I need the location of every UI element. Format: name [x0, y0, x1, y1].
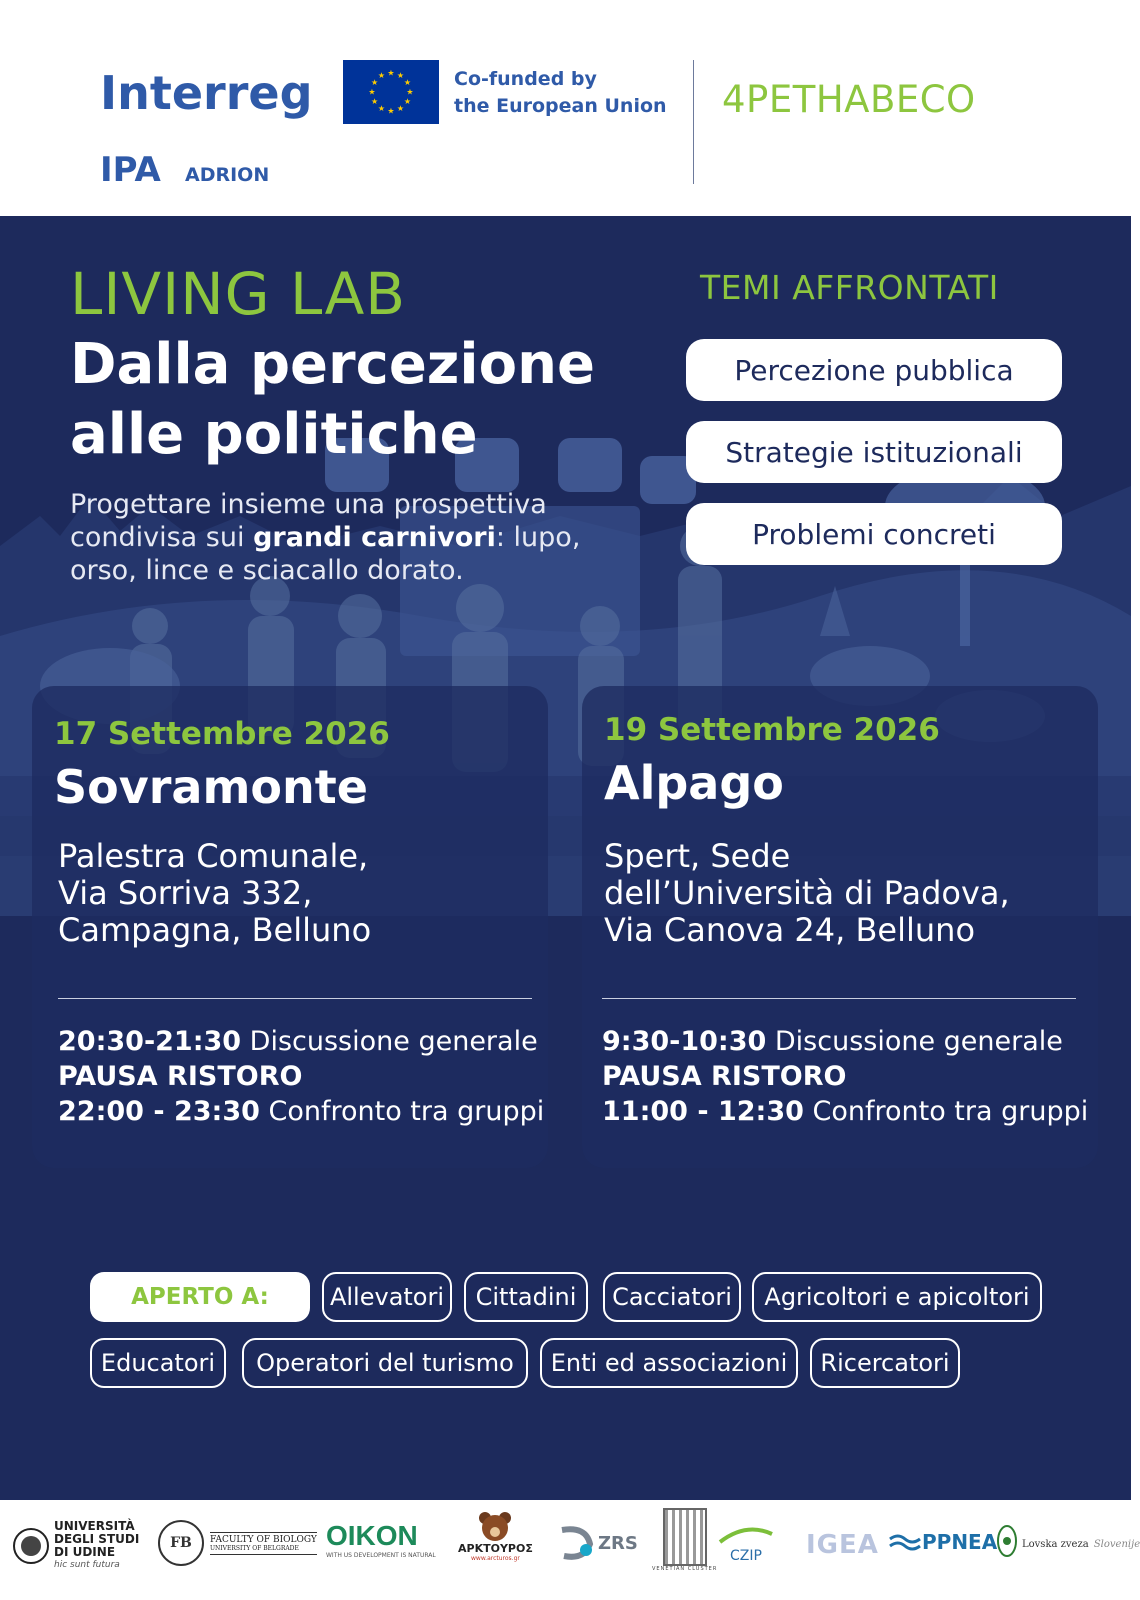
topics-heading: TEMI AFFRONTATI	[700, 268, 999, 307]
logo-oikon	[326, 1520, 436, 1559]
oikon-tagline: WITH US DEVELOPMENT IS NATURAL	[326, 1552, 436, 1559]
logo-czip	[718, 1526, 774, 1564]
event-address-line: Via Sorriva 332,	[58, 874, 313, 912]
logo-arcturos	[458, 1510, 533, 1562]
page-title-line-2: alle politiche	[70, 402, 478, 467]
venetian-facade-icon	[663, 1508, 707, 1566]
eu-star-icon: ★	[406, 87, 414, 97]
logo-university-udine	[12, 1520, 139, 1572]
eu-star-icon: ★	[370, 97, 379, 106]
audience-tag-agricoltori: Agricoltori e apicoltori	[752, 1272, 1042, 1322]
udine-line-1: UNIVERSITÀ	[54, 1519, 135, 1533]
event-address-line: Spert, Sede	[604, 837, 791, 875]
schedule-slot-2	[58, 1094, 548, 1129]
logo-igea	[806, 1530, 879, 1560]
ipa-logo-text: IPA	[100, 150, 161, 190]
igea-wordmark: IGEA	[806, 1530, 879, 1560]
eu-cofunded-line-2: the European Union	[454, 95, 667, 117]
audience-tag-cittadini: Cittadini	[464, 1272, 588, 1322]
eu-star-icon: ★	[396, 103, 405, 113]
partner-logos-bar	[0, 1500, 1140, 1600]
event-address	[604, 838, 1084, 949]
event-card-alpago	[582, 686, 1098, 1168]
living-lab-kicker: LIVING LAB	[70, 260, 407, 328]
event-address-line: Campagna, Belluno	[58, 911, 372, 949]
eu-star-icon: ★	[387, 106, 395, 116]
zrs-swirl-icon	[556, 1524, 596, 1562]
header-divider	[693, 60, 694, 184]
udine-line-3: DI UDINE	[54, 1545, 116, 1559]
audience-label: APERTO A:	[90, 1272, 310, 1322]
topic-pill-3: Problemi concreti	[686, 503, 1062, 565]
czip-wordmark: CZIP	[730, 1548, 762, 1564]
slot-time: 11:00 - 12:30	[602, 1096, 804, 1127]
belgrade-line-1: FACULTY OF BIOLOGY	[210, 1534, 317, 1545]
audience-tag-operatori-turismo: Operatori del turismo	[242, 1338, 528, 1388]
eu-star-icon: ★	[396, 71, 405, 81]
logo-lovska-zveza	[996, 1524, 1140, 1558]
event-address-line: dell’Università di Padova,	[604, 874, 1010, 912]
event-address	[58, 838, 538, 949]
topic-pill-1: Percezione pubblica	[686, 339, 1062, 401]
event-schedule	[58, 1024, 548, 1129]
event-city: Sovramonte	[54, 760, 368, 814]
audience-tag-ricercatori: Ricercatori	[810, 1338, 960, 1388]
lovska-line-1: Lovska zveza	[1022, 1538, 1089, 1550]
subtitle-highlight: grandi carnivori	[253, 522, 496, 553]
page-title	[70, 330, 670, 470]
main-panel	[0, 216, 1131, 1500]
eu-star-icon: ★	[368, 87, 376, 97]
event-date: 17 Settembre 2026	[54, 716, 390, 752]
eu-cofunded-line-1: Co-funded by	[454, 68, 597, 90]
subtitle-text-2: : lupo, orso, lince e sciacallo dorato.	[70, 522, 581, 586]
belgrade-line-2: UNIVERSITY OF BELGRADE	[210, 1544, 299, 1552]
project-name: 4PETHABECO	[722, 78, 976, 121]
slot-label: Discussione generale	[241, 1026, 538, 1057]
schedule-slot-1	[602, 1024, 1092, 1059]
logo-zrs	[556, 1524, 638, 1562]
oikon-wordmark: OIKON	[326, 1520, 418, 1551]
venetian-wordmark: VENETIAN CLUSTER	[652, 1566, 718, 1572]
audience-tag-educatori: Educatori	[90, 1338, 226, 1388]
slot-time: 22:00 - 23:30	[58, 1096, 260, 1127]
arcturos-wordmark: ΑΡΚΤΟΥΡΟΣ	[458, 1542, 533, 1555]
event-divider	[58, 998, 532, 999]
arcturos-url: www.arcturos.gr	[471, 1555, 520, 1562]
schedule-slot-1	[58, 1024, 548, 1059]
eu-star-icon: ★	[403, 97, 412, 106]
eu-star-icon: ★	[387, 68, 395, 78]
page-title-line-1: Dalla percezione	[70, 332, 595, 397]
slot-label: Confronto tra gruppi	[803, 1096, 1089, 1127]
audience-tag-cacciatori: Cacciatori	[603, 1272, 741, 1322]
audience-tag-allevatori: Allevatori	[322, 1272, 452, 1322]
slot-label: Discussione generale	[766, 1026, 1063, 1057]
interreg-logo-text: Interreg	[100, 66, 313, 120]
eu-star-icon: ★	[403, 78, 412, 87]
eu-star-icon: ★	[377, 103, 386, 113]
logo-ppnea	[890, 1530, 997, 1554]
header-bar	[0, 0, 1131, 216]
zrs-wordmark: ZRS	[598, 1532, 638, 1554]
ppnea-wordmark: PPNEA	[922, 1530, 998, 1554]
slot-time: 9:30-10:30	[602, 1026, 767, 1057]
ppnea-wave-icon	[890, 1533, 920, 1551]
lovska-line-2: Slovenije	[1093, 1538, 1140, 1550]
schedule-slot-2	[602, 1094, 1092, 1129]
event-date: 19 Settembre 2026	[604, 712, 940, 748]
event-divider	[602, 998, 1076, 999]
slot-label: Confronto tra gruppi	[259, 1096, 545, 1127]
logo-faculty-biology-belgrade	[158, 1520, 317, 1566]
eu-cofunded-text	[454, 66, 667, 120]
event-schedule	[602, 1024, 1092, 1129]
adrion-logo-text: ADRION	[185, 164, 270, 186]
udine-line-2: DEGLI STUDI	[54, 1532, 140, 1546]
schedule-break	[58, 1059, 548, 1094]
break-label: PAUSA RISTORO	[602, 1061, 847, 1092]
event-card-sovramonte	[32, 686, 548, 1168]
page-subtitle	[70, 488, 630, 587]
subtitle-text-1: Progettare insieme una prospettiva condivisa sui	[70, 489, 547, 553]
lovska-emblem-icon	[996, 1524, 1018, 1558]
udine-motto: hic sunt futura	[54, 1560, 120, 1570]
topic-pill-2: Strategie istituzionali	[686, 421, 1062, 483]
udine-seal-icon	[12, 1527, 50, 1565]
event-city: Alpago	[604, 756, 784, 810]
czip-swoosh-icon	[718, 1526, 774, 1548]
eu-star-icon: ★	[377, 71, 386, 81]
event-address-line: Palestra Comunale,	[58, 837, 369, 875]
bear-face-icon	[475, 1510, 515, 1542]
schedule-break	[602, 1059, 1092, 1094]
audience-tag-enti-associazioni: Enti ed associazioni	[540, 1338, 798, 1388]
eu-star-icon: ★	[370, 78, 379, 87]
slot-time: 20:30-21:30	[58, 1026, 242, 1057]
event-address-line: Via Canova 24, Belluno	[604, 911, 976, 949]
eu-flag-icon	[343, 60, 439, 124]
break-label: PAUSA RISTORO	[58, 1061, 303, 1092]
fb-monogram-icon: FB	[158, 1520, 204, 1566]
logo-venetian-cluster	[652, 1508, 717, 1572]
